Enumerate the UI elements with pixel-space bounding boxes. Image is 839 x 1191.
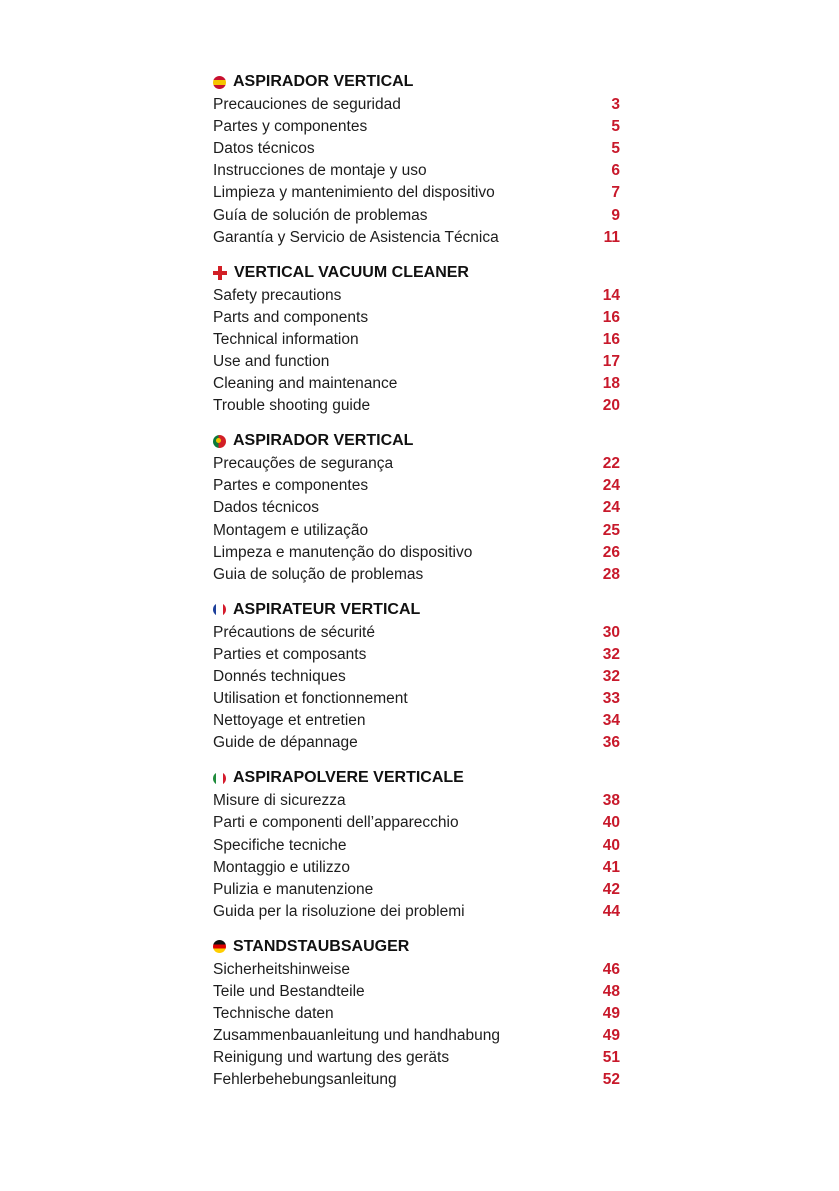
toc-entry-page: 16 (602, 330, 620, 348)
toc-entry[interactable] (213, 329, 623, 351)
toc-entry-page: 41 (602, 858, 620, 876)
section-it (213, 766, 623, 923)
toc-entry[interactable] (213, 790, 623, 812)
toc-entry-page: 24 (602, 477, 620, 495)
toc-entry-page: 34 (602, 712, 620, 730)
toc-entry-label: Limpeza e manutenção do dispositivo (213, 543, 473, 561)
toc-entry[interactable] (213, 666, 623, 688)
toc-entry-page: 11 (603, 228, 620, 246)
toc-entry-page: 51 (602, 1049, 620, 1067)
section-title (213, 429, 623, 453)
toc-entry[interactable] (213, 1003, 623, 1025)
toc-entry-label: Dados técnicos (213, 499, 319, 517)
toc-entry-label: Misure di sicurezza (213, 792, 346, 810)
toc-entry[interactable] (213, 812, 623, 834)
toc-entry[interactable] (213, 542, 623, 564)
section-title (213, 70, 623, 94)
toc-entry-label: Specifiche tecniche (213, 836, 347, 854)
toc-entry[interactable] (213, 373, 623, 395)
toc-entry-label: Précautions de sécurité (213, 623, 375, 641)
toc-entry[interactable] (213, 835, 623, 857)
section-title-text: ASPIRAPOLVERE VERTICALE (233, 769, 464, 787)
toc-entry-label: Fehlerbehebungsanleitung (213, 1071, 397, 1089)
toc-entry-label: Zusammenbauanleitung und handhabung (213, 1027, 500, 1045)
section-title (213, 598, 623, 622)
toc-entry[interactable] (213, 622, 623, 644)
toc-entry-page: 14 (602, 286, 620, 304)
section-de (213, 935, 623, 1092)
toc-entry-page: 26 (602, 543, 620, 561)
section-title (213, 935, 623, 959)
toc-entry-page: 36 (602, 734, 620, 752)
toc-entry-label: Precauciones de seguridad (213, 96, 401, 114)
section-title-text: ASPIRADOR VERTICAL (233, 73, 414, 90)
toc-entry-page: 52 (602, 1071, 620, 1089)
toc-entry-page: 5 (611, 140, 620, 158)
toc-entry[interactable] (213, 688, 623, 710)
toc-entry[interactable] (213, 879, 623, 901)
toc-entry-page: 32 (602, 645, 620, 663)
toc-entry-page: 6 (611, 162, 620, 180)
toc-entry-page: 48 (602, 983, 620, 1001)
toc-entry[interactable] (213, 710, 623, 732)
uk-flag-icon (213, 266, 227, 280)
toc-entry-label: Instrucciones de montaje y uso (213, 162, 427, 180)
section-title-text: STANDSTAUBSAUGER (233, 937, 410, 955)
toc-entry-label: Technische daten (213, 1005, 334, 1023)
section-fr (213, 598, 623, 755)
toc-entry-page: 42 (602, 880, 620, 898)
toc-entry-label: Cleaning and maintenance (213, 375, 398, 393)
toc-entry-label: Montaggio e utilizzo (213, 858, 350, 876)
toc-entry-label: Teile und Bestandteile (213, 983, 365, 1001)
toc-entry-page: 44 (602, 902, 620, 920)
toc-entry[interactable] (213, 285, 623, 307)
toc-entry-label: Guia de solução de problemas (213, 565, 424, 583)
toc-entry[interactable] (213, 307, 623, 329)
toc-entry-label: Precauções de segurança (213, 455, 394, 473)
toc-entry[interactable] (213, 351, 623, 373)
toc-entry-page: 30 (602, 623, 620, 641)
toc-entry[interactable] (213, 644, 623, 666)
toc-entry-label: Partes e componentes (213, 477, 369, 495)
toc-entry-page: 22 (602, 455, 620, 473)
section-title (213, 766, 623, 790)
pt-flag-icon (213, 435, 226, 448)
toc-entry-label: Parts and components (213, 308, 369, 326)
toc-entry-page: 7 (611, 184, 620, 202)
toc-entry-label: Nettoyage et entretien (213, 712, 366, 730)
toc-entry[interactable] (213, 475, 623, 497)
section-es (213, 70, 623, 249)
toc-entry-label: Datos técnicos (213, 140, 315, 158)
toc-entry-label: Montagem e utilização (213, 521, 369, 539)
toc-entry[interactable] (213, 138, 623, 160)
toc-entry-page: 24 (602, 499, 620, 517)
section-title-text: VERTICAL VACUUM CLEANER (234, 263, 469, 281)
toc-entry[interactable] (213, 520, 623, 542)
toc-entry-label: Pulizia e manutenzione (213, 880, 374, 898)
toc-entry[interactable] (213, 395, 623, 417)
toc-entry-page: 18 (602, 375, 620, 393)
toc-entry-page: 9 (611, 206, 620, 224)
toc-entry-label: Parti e componenti dell’apparecchio (213, 814, 459, 832)
toc-entry-label: Guida per la risoluzione dei problemi (213, 902, 465, 920)
toc-entry-page: 40 (602, 814, 620, 832)
toc-entry-page: 49 (602, 1027, 620, 1045)
toc-entry-label: Garantía y Servicio de Asistencia Técnica (213, 228, 499, 246)
toc-entry[interactable] (213, 959, 623, 981)
toc-entry[interactable] (213, 116, 623, 138)
toc-entry-page: 40 (602, 836, 620, 854)
section-pt (213, 429, 623, 586)
toc-entry[interactable] (213, 1069, 623, 1091)
toc-entry-page: 38 (602, 792, 620, 810)
es-flag-icon (213, 76, 226, 89)
toc-entry-label: Guide de dépannage (213, 734, 358, 752)
toc-entry[interactable] (213, 227, 623, 249)
toc-entry-label: Use and function (213, 352, 330, 370)
toc-entry-page: 3 (611, 96, 620, 114)
it-flag-icon (213, 772, 226, 785)
toc-entry[interactable] (213, 204, 623, 226)
toc-entry[interactable] (213, 564, 623, 586)
toc-entry-page: 32 (602, 668, 620, 686)
fr-flag-icon (213, 603, 226, 616)
toc-entry-label: Limpieza y mantenimiento del dispositivo (213, 184, 495, 202)
toc-entry-label: Trouble shooting guide (213, 397, 371, 415)
section-en (213, 261, 623, 418)
toc-entry[interactable] (213, 1047, 623, 1069)
toc-entry-page: 46 (602, 960, 620, 978)
toc-entry-label: Technical information (213, 330, 359, 348)
section-title (213, 261, 623, 285)
toc-entry-page: 20 (602, 397, 620, 415)
table-of-contents (213, 70, 623, 1103)
section-title-text: ASPIRADOR VERTICAL (233, 432, 414, 450)
toc-entry[interactable] (213, 160, 623, 182)
toc-entry[interactable] (213, 901, 623, 923)
toc-entry-label: Safety precautions (213, 286, 342, 304)
toc-entry-label: Guía de solución de problemas (213, 206, 428, 224)
toc-entry[interactable] (213, 857, 623, 879)
toc-entry-page: 49 (602, 1005, 620, 1023)
toc-entry[interactable] (213, 497, 623, 519)
toc-entry-label: Donnés techniques (213, 668, 346, 686)
toc-entry[interactable] (213, 981, 623, 1003)
toc-entry[interactable] (213, 732, 623, 754)
toc-entry-page: 5 (611, 118, 620, 136)
toc-entry-label: Reinigung und wartung des geräts (213, 1049, 450, 1067)
section-title-text: ASPIRATEUR VERTICAL (233, 600, 421, 618)
toc-entry-page: 17 (602, 352, 620, 370)
toc-entry-page: 28 (602, 565, 620, 583)
toc-entry[interactable] (213, 94, 623, 116)
toc-entry[interactable] (213, 182, 623, 204)
toc-entry-label: Utilisation et fonctionnement (213, 690, 408, 708)
toc-entry[interactable] (213, 1025, 623, 1047)
toc-entry-label: Partes y componentes (213, 118, 368, 136)
toc-entry-page: 25 (602, 521, 620, 539)
toc-entry[interactable] (213, 453, 623, 475)
toc-entry-label: Parties et composants (213, 645, 367, 663)
toc-entry-page: 16 (602, 308, 620, 326)
toc-entry-label: Sicherheitshinweise (213, 960, 350, 978)
de-flag-icon (213, 940, 226, 953)
toc-entry-page: 33 (602, 690, 620, 708)
